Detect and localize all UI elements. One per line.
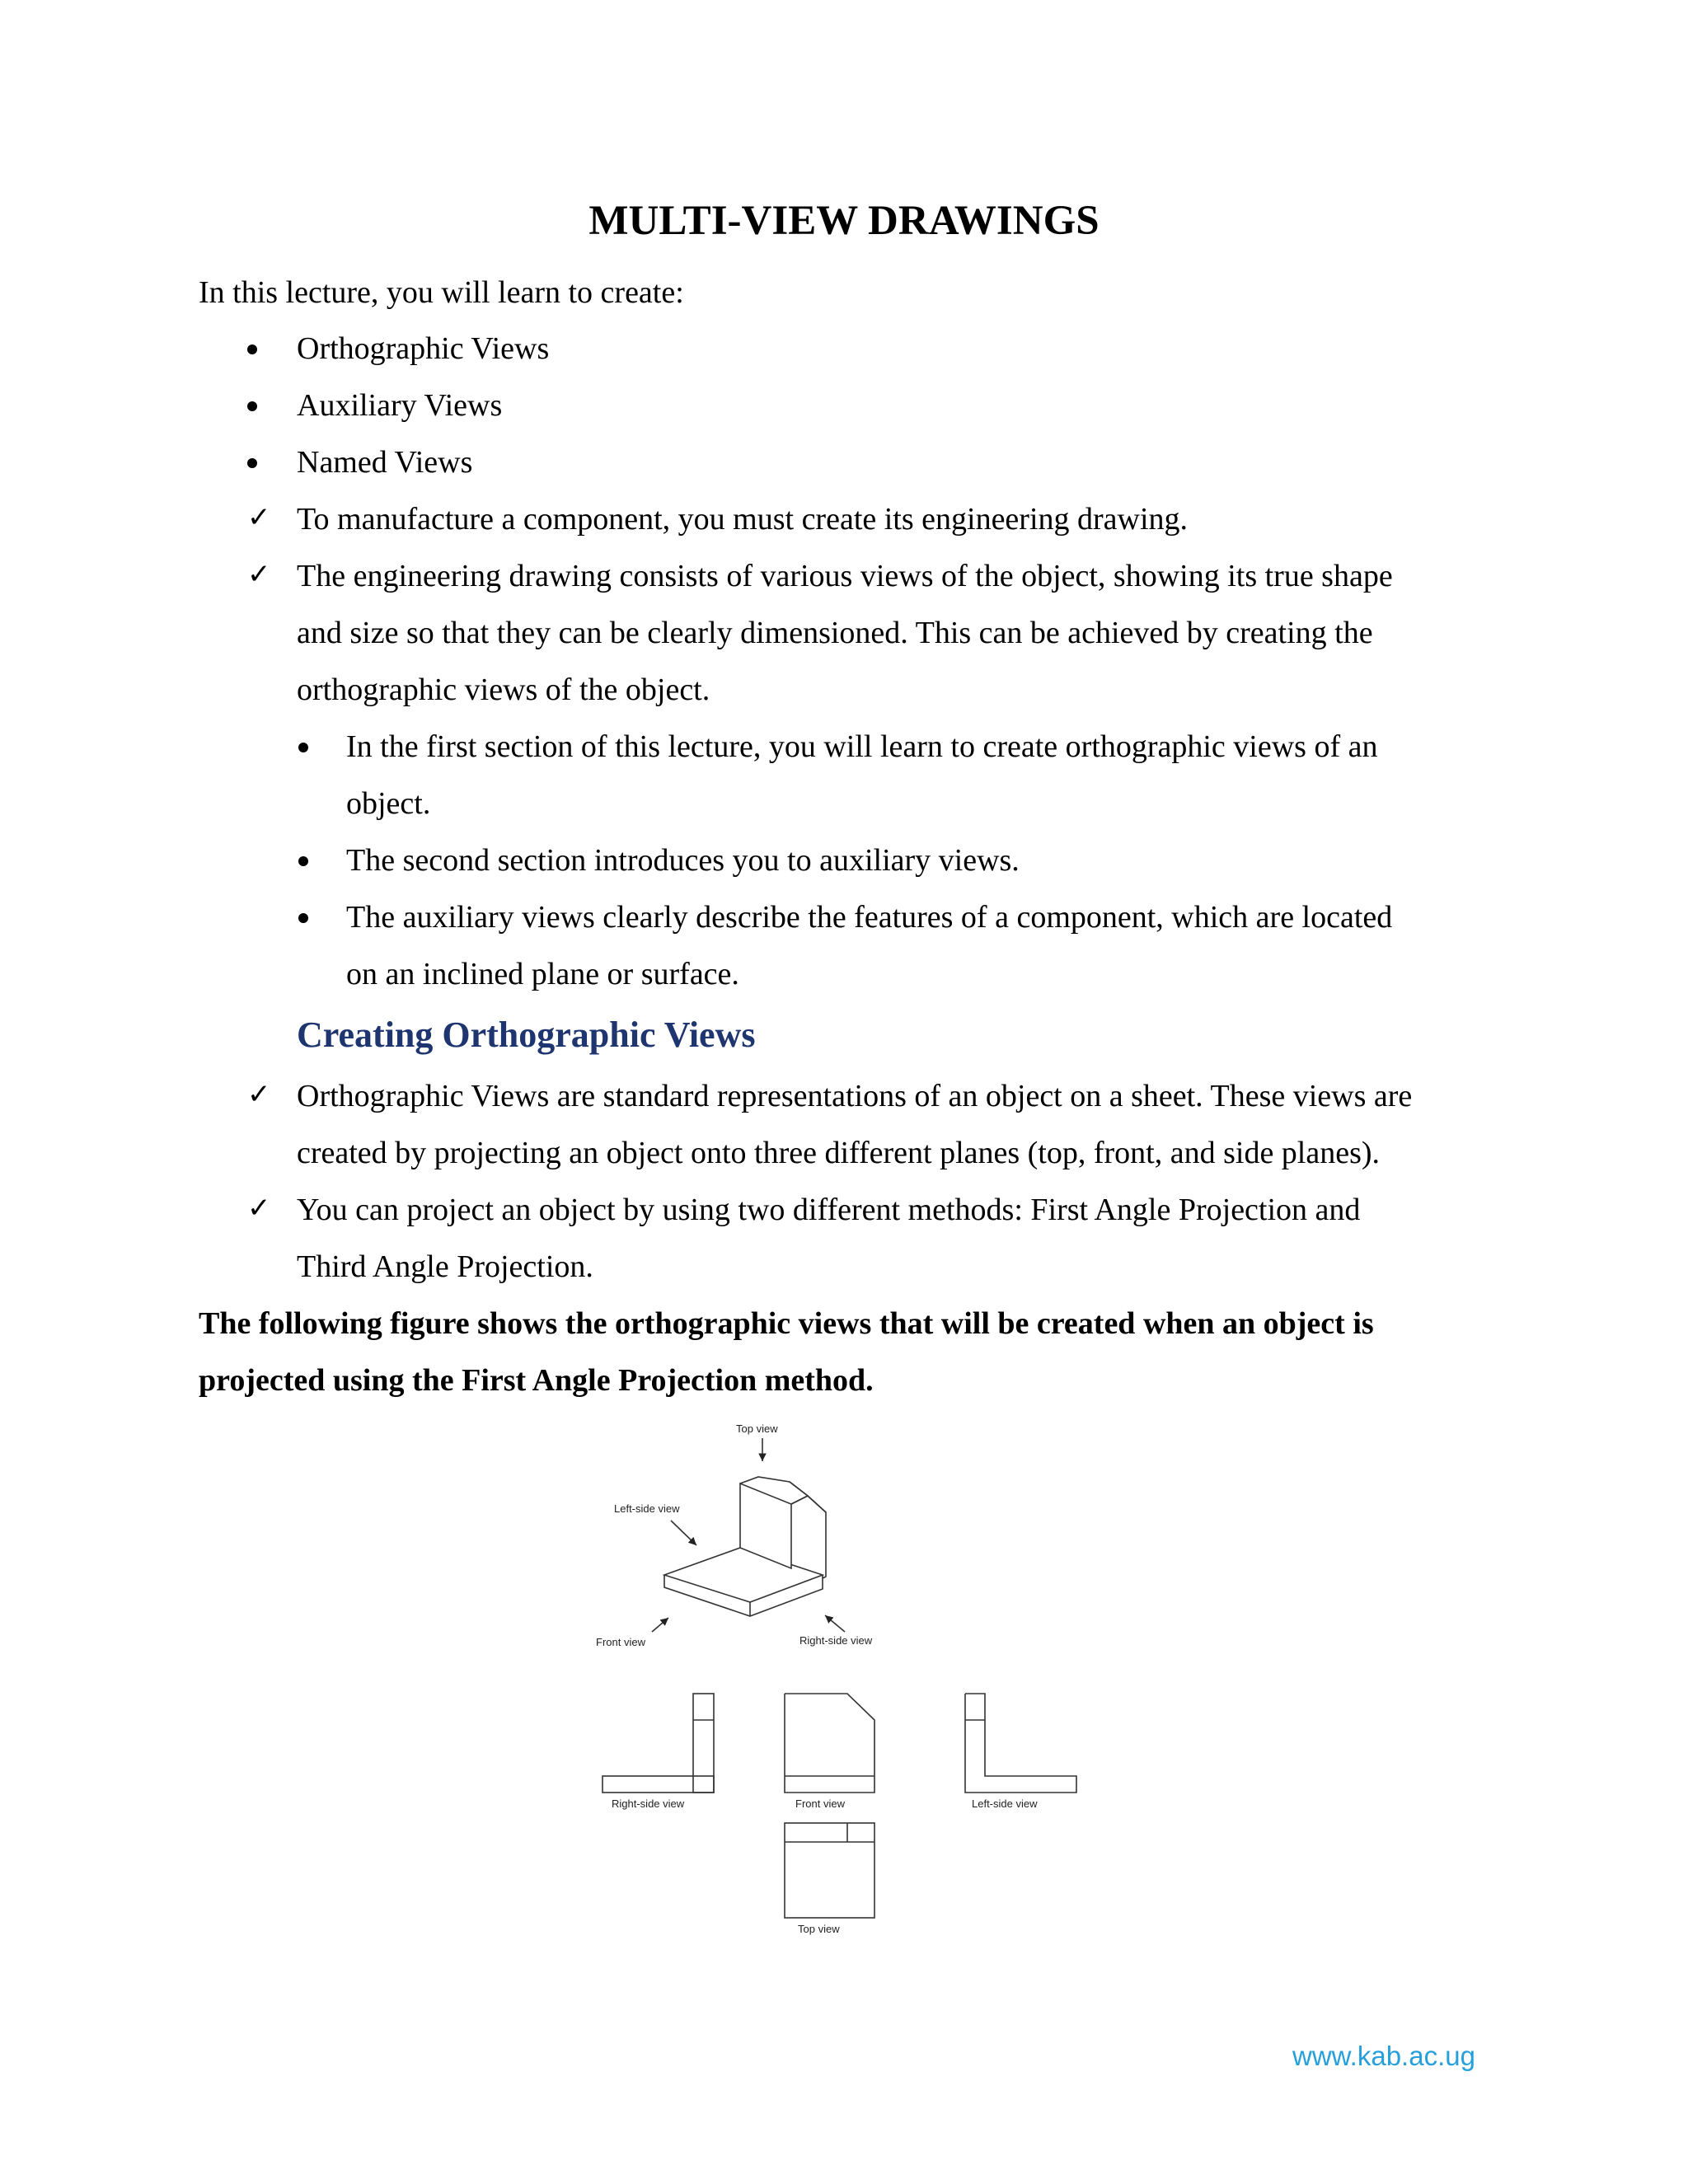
sub-bullet-text: The auxiliary views clearly describe the features of a component, which are located	[346, 900, 1393, 935]
sub-bullet-text: object.	[346, 786, 431, 821]
top-view-label: Top view	[736, 1422, 778, 1435]
front-view-drawing	[785, 1694, 874, 1793]
check-item-text: To manufacture a component, you must create its engineering drawing.	[297, 502, 1189, 537]
left-side-view-drawing	[965, 1694, 1076, 1793]
bullet-dot-icon	[247, 401, 257, 411]
check-item-text: orthographic views of the object.	[297, 673, 710, 707]
left-side-view-caption: Left-side view	[972, 1797, 1038, 1810]
bullet-dot-icon	[298, 913, 308, 923]
check-item-text: Third Angle Projection.	[297, 1249, 593, 1284]
figure-caption-line: projected using the First Angle Projection method.	[199, 1363, 874, 1398]
checkmark-icon: ✓	[247, 558, 271, 591]
section-heading: Creating Orthographic Views	[297, 1015, 756, 1055]
check-item-text: Orthographic Views are standard representations of an object on a sheet. These views are	[297, 1079, 1413, 1113]
right-side-view-drawing	[603, 1694, 714, 1793]
check-item-text: created by projecting an object onto three different planes (top, front, and side planes).	[297, 1136, 1381, 1170]
checkmark-icon: ✓	[247, 501, 271, 534]
right-side-view-label: Right-side view	[799, 1634, 873, 1647]
bullet-dot-icon	[247, 344, 257, 354]
bullet-dot-icon	[247, 458, 257, 468]
check-item-text: and size so that they can be clearly dimensioned. This can be achieved by creating the	[297, 616, 1373, 650]
top-view-caption: Top view	[798, 1923, 840, 1935]
sub-bullet-text: on an inclined plane or surface.	[346, 957, 739, 991]
front-view-caption: Front view	[795, 1797, 845, 1810]
isometric-object	[664, 1477, 826, 1616]
check-item-text: You can project an object by using two different methods: First Angle Projection and	[297, 1193, 1361, 1227]
check-item-text: The engineering drawing consists of various views of the object, showing its true shape	[297, 559, 1393, 593]
topic-item: Auxiliary Views	[297, 388, 503, 423]
bullet-dot-icon	[298, 743, 308, 752]
page-title: MULTI-VIEW DRAWINGS	[588, 198, 1100, 244]
checkmark-icon: ✓	[247, 1078, 271, 1111]
front-view-label: Front view	[596, 1636, 645, 1648]
intro-text: In this lecture, you will learn to create:	[199, 275, 684, 310]
topic-item: Named Views	[297, 445, 473, 480]
checkmark-icon: ✓	[247, 1192, 271, 1225]
footer-url[interactable]: www.kab.ac.ug	[1292, 2041, 1475, 2071]
orthographic-projection-figure	[577, 1413, 1113, 1949]
projection-diagram	[577, 1413, 1113, 1949]
right-side-view-caption: Right-side view	[612, 1797, 685, 1810]
topic-item: Orthographic Views	[297, 331, 550, 366]
figure-caption-line: The following figure shows the orthographic views that will be created when an object is	[199, 1306, 1374, 1341]
sub-bullet-text: In the first section of this lecture, you will learn to create orthographic views of an	[346, 729, 1378, 764]
sub-bullet-text: The second section introduces you to auxiliary views.	[346, 843, 1020, 878]
bullet-dot-icon	[298, 856, 308, 866]
top-view-drawing	[785, 1823, 874, 1918]
left-side-view-label: Left-side view	[614, 1502, 680, 1515]
